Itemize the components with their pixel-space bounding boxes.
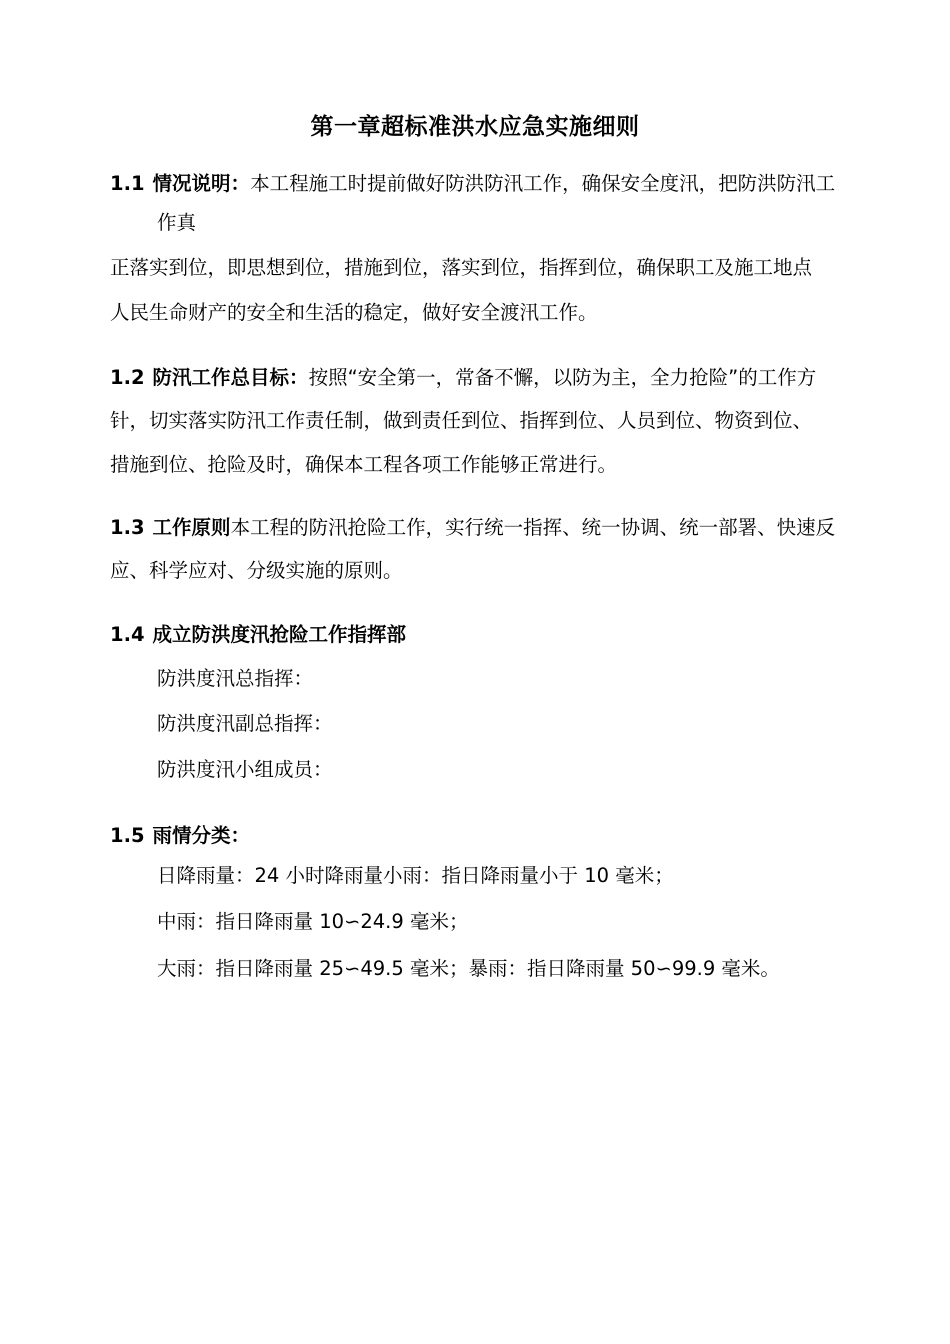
page-title: 第一章超标准洪水应急实施细则 bbox=[310, 114, 640, 140]
section-1-4-heading: 成立防洪度汛抢险工作指挥部 bbox=[152, 623, 407, 646]
section-1-1-number: 1.1 bbox=[110, 172, 145, 195]
section-1-2-number: 1.2 bbox=[110, 366, 145, 389]
section-1-4-number: 1.4 bbox=[110, 623, 145, 646]
section-1-2-line-3: 措施到位、抢险及时，确保本工程各项工作能够正常进行。 bbox=[110, 453, 618, 476]
section-1-2-text: 按照“安全第一，常备不懈，以防为主，全力抢险”的工作方 bbox=[308, 366, 817, 389]
section-1-1-para-line-1: 正落实到位，即思想到位，措施到位，落实到位，指挥到位，确保职工及施工地点 bbox=[110, 256, 813, 279]
list-item-chief-commander: 防洪度汛总指挥： bbox=[157, 667, 314, 690]
section-1-3-text: 本工程的防汛抢险工作，实行统一指挥、统一协调、统一部署、快速反 bbox=[230, 516, 836, 539]
section-1-3-heading: 工作原则 bbox=[152, 516, 231, 539]
list-item-deputy-commander: 防洪度汛副总指挥： bbox=[157, 712, 333, 735]
section-1-3-number: 1.3 bbox=[110, 516, 145, 539]
section-1-1-heading: 情况说明： bbox=[152, 172, 251, 195]
section-1-1-line-2: 作真 bbox=[157, 211, 197, 234]
section-1-2-line-1 bbox=[110, 364, 816, 392]
section-1-1-line-1 bbox=[110, 170, 835, 198]
section-1-2-heading: 防汛工作总目标： bbox=[152, 366, 309, 389]
section-1-1-para-line-2: 人民生命财产的安全和生活的稳定，做好安全渡汛工作。 bbox=[110, 301, 598, 324]
section-1-5-heading: 雨情分类： bbox=[152, 824, 251, 847]
list-item-rainfall-heavy: 大雨：指日降雨量 25∽49.5 毫米；暴雨：指日降雨量 50∽99.9 毫米。 bbox=[157, 957, 780, 980]
list-item-rainfall-light: 日降雨量：24 小时降雨量小雨：指日降雨量小于 10 毫米； bbox=[157, 864, 674, 887]
section-1-3-line-1 bbox=[110, 514, 835, 542]
list-item-rainfall-moderate: 中雨：指日降雨量 10∽24.9 毫米； bbox=[157, 910, 469, 933]
section-1-5-heading-line bbox=[110, 822, 250, 850]
section-1-5-number: 1.5 bbox=[110, 824, 145, 847]
list-item-team-members: 防洪度汛小组成员： bbox=[157, 758, 333, 781]
section-1-3-line-2: 应、科学应对、分级实施的原则。 bbox=[110, 559, 403, 582]
section-1-4-heading-line bbox=[110, 621, 406, 649]
section-1-1-text: 本工程施工时提前做好防洪防汛工作，确保安全度汛，把防洪防汛工 bbox=[250, 172, 836, 195]
section-1-2-line-2: 针，切实落实防汛工作责任制，做到责任到位、指挥到位、人员到位、物资到位、 bbox=[110, 409, 813, 432]
